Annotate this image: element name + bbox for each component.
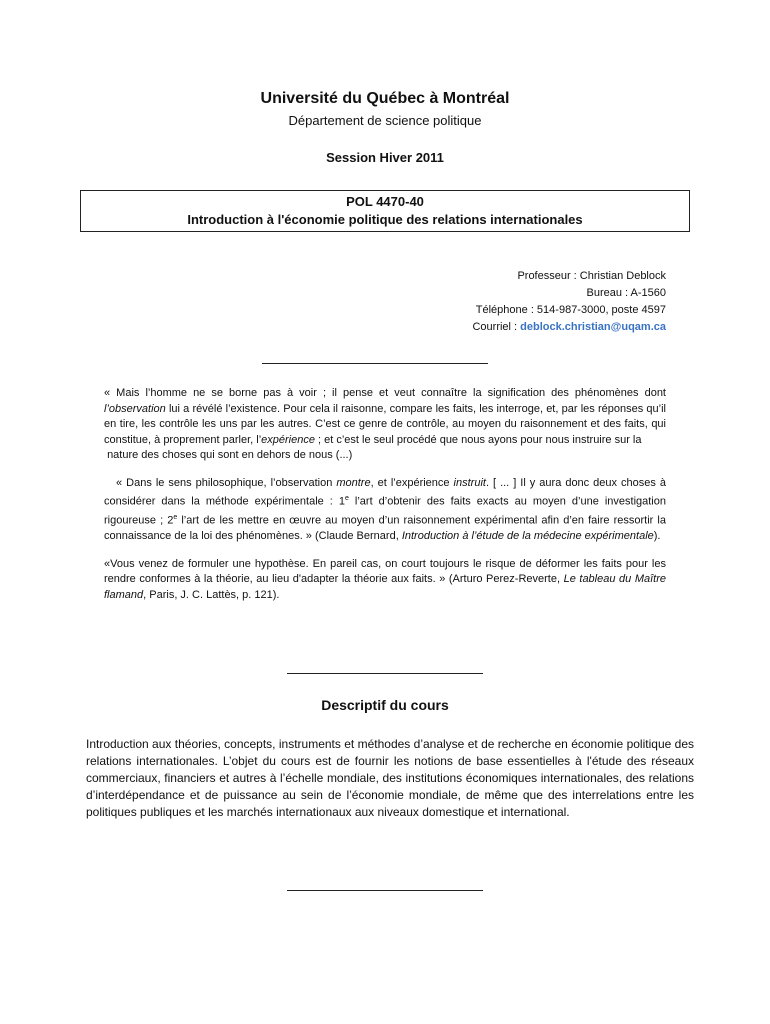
email-link[interactable]: deblock.christian@uqam.ca [520,321,666,333]
course-title-box [80,190,690,232]
professor-name: Professeur : Christian Deblock [517,270,666,282]
email-label: Courriel : [472,321,521,333]
quote-bernard-2: « Dans le sens philosophique, l’observation montre, et l’expérience instruit. [ ... ] Il y aura donc deux choses à considérer dans la méthode expérimentale : 1e l’art d’obtenir des faits exacts au moyen d’une investigation rigoureuse ; 2e l’art de les mettre en œuvre au moyen d’un raisonnement expérimental afin d’en faire ressortir la connaissance de la loi des phénomènes. » (Claude Bernard, Introduction à l’étude de la médecine expérimentale). [104,476,667,543]
professor-email-line [472,319,666,336]
professor-info [472,268,666,336]
session-label: Session Hiver 2011 [326,150,444,165]
quote-perez-reverte: «Vous venez de formuler une hypothèse. En pareil cas, on court toujours le risque de déformer les faits pour les rendre conformes à la théorie, au lieu d'adapter la théorie aux faits. » (Arturo Perez-Reverte, Le tableau du Maître flamand, Paris, J. C. Lattès, p. 121). [104,557,666,601]
description-body: Introduction aux théories, concepts, instruments et méthodes d’analyse et de recherche en économie politique des relations internationales. L’objet du cours est de fournir les notions de base essentielles à l'étude des réseaux commerciaux, financiers et autres à l’échelle mondiale, des institutions économiques internationales, des relations d’interdépendance et de puissance au sein de l’économie mondiale, de même que des interrelations entre les politiques publiques et les marchés internationaux aux niveaux domestique et international. [86,737,694,819]
professor-office: Bureau : A-1560 [586,287,666,299]
separator-rule-1 [262,363,488,364]
epigraph-quotes [104,386,666,615]
course-code: POL 4470-40 [346,194,424,209]
description-heading: Descriptif du cours [321,697,449,713]
separator-rule-2 [287,673,483,674]
university-name: Université du Québec à Montréal [260,90,510,107]
separator-rule-3 [287,890,483,891]
department-name: Département de science politique [288,113,482,128]
professor-phone: Téléphone : 514-987-3000, poste 4597 [475,304,666,316]
course-title: Introduction à l'économie politique des relations internationales [187,212,583,227]
quote-bernard-1: « Mais l’homme ne se borne pas à voir ; il pense et veut connaître la signification des phénomènes dont l’observation lui a révélé l’existence. Pour cela il raisonne, compare les faits, les interroge, et, par les réponses qu’il en tire, les contrôle les uns par les autres. C’est ce genre de contrôle, au moyen du raisonnement et des faits, qui constitue, à proprement parler, l’expérience ; et c’est le seul procédé que nous ayons pour nous instruire sur la nature des choses qui sont en dehors de nous (...) [104,387,666,461]
